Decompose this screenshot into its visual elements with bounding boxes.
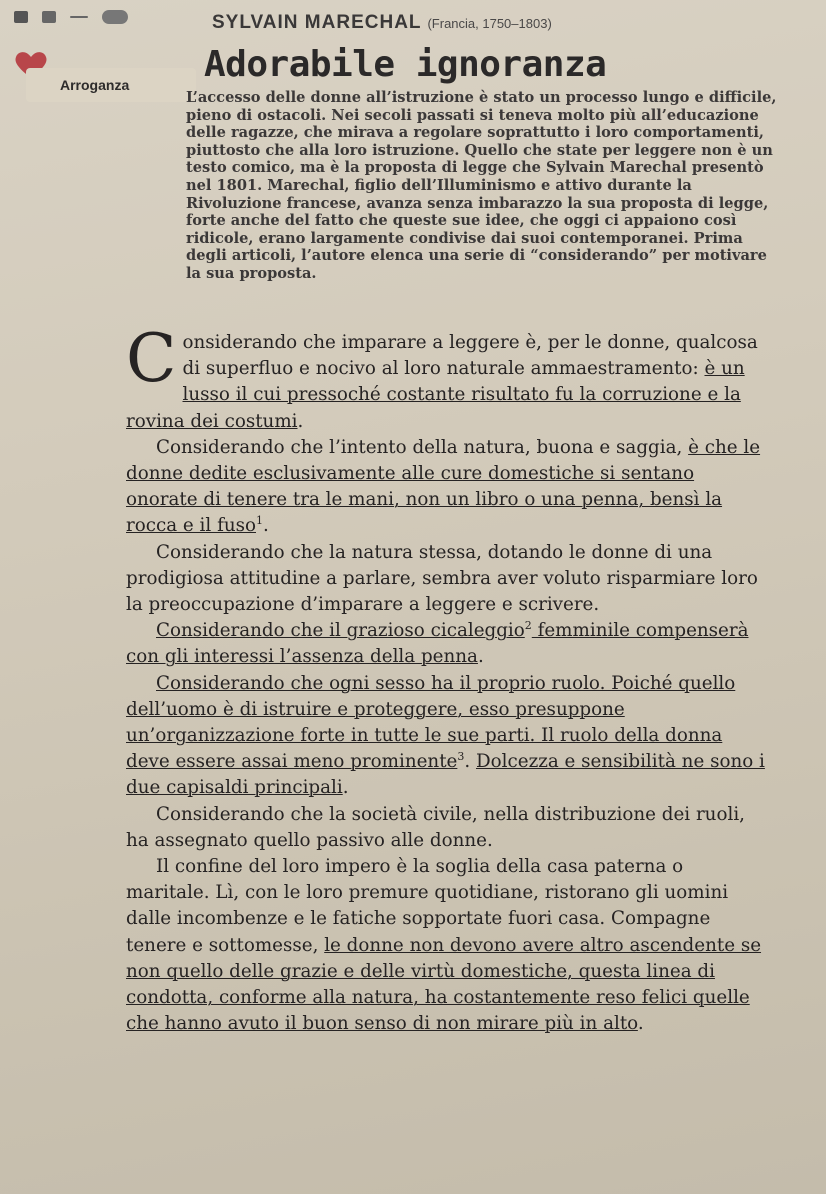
page-header <box>212 12 552 34</box>
footnote-ref-3: 3 <box>457 750 465 764</box>
dropcap: C <box>126 320 177 397</box>
theme-tag-label: Arroganza <box>60 77 130 93</box>
p3-text: Considerando che la natura stessa, dotando le donne di una prodigiosa attitudine a parlare, sembra aver voluto risparmiare loro la preoccupazione d’imparare a leggere e scrivere. <box>126 541 758 616</box>
paragraph-4 <box>126 618 766 670</box>
toolbar-icons <box>14 10 128 24</box>
theme-tag <box>26 68 196 102</box>
book-icon <box>42 11 56 23</box>
paragraph-5 <box>126 671 766 802</box>
p2-text: Considerando che l’intento della natura, buona e saggia, <box>156 436 689 458</box>
paragraph-6 <box>126 802 766 854</box>
footnote-ref-1: 1 <box>256 514 263 528</box>
p4-underlined-b: femminile compenserà con gli interessi l’assenza della penna <box>126 620 749 668</box>
page-title: Adorabile ignoranza <box>204 44 607 85</box>
paragraph-1 <box>126 320 766 435</box>
footnote-ref-2: 2 <box>524 619 532 633</box>
p6-text: Considerando che la società civile, nella distribuzione dei ruoli, ha assegnato quello passivo alle donne. <box>126 803 745 851</box>
p1-underlined: è un lusso il cui pressoché costante risultato fu la corruzione e la rovina dei costumi <box>126 358 745 432</box>
p5-end: . <box>342 777 349 799</box>
p7-underlined: le donne non devono avere altro ascendente se non quello delle grazie e delle virtù domestiche, questa linea di condotta, conforme alla natura, ha costantemente reso felici quelle che hanno avuto il buon senso di non mirare più in alto <box>126 934 762 1035</box>
intro-text: L’accesso delle donne all’istruzione è stato un processo lungo e difficile, pieno di ostacoli. Nei secoli passati si teneva molto più all’educazione delle ragazze, che mirava a regolare soprattutto i loro comportamenti, piuttosto che alla loro istruzione. Quello che state per leggere non è un testo comico, ma è la proposta di legge che Sylvain Marechal presentò nel 1801. Marechal, figlio dell’Illuminismo e attivo durante la Rivoluzione francese, avanza senza imbarazzo la sua proposta di legge, forte anche del fatto che queste sue idee, che oggi ci appaiono così ridicole, erano largamente condivise dai suoi contemporanei. Prima degli articoli, l’autore elenca una serie di “considerando” per motivare la sua proposta. <box>186 89 777 282</box>
p5-underlined-b: Dolcezza e sensibilità ne sono i due capisaldi principali <box>126 751 765 799</box>
page-icon <box>14 11 28 23</box>
dash-icon <box>70 16 88 18</box>
paragraph-3 <box>126 540 766 619</box>
p4-end: . <box>477 646 484 668</box>
p7-end: . <box>637 1013 644 1035</box>
p1-end: . <box>297 410 304 432</box>
paragraph-2 <box>126 435 766 540</box>
author-name: SYLVAIN MARECHAL <box>212 12 422 33</box>
p5-text: . <box>464 751 476 773</box>
p7-text: Il confine del loro impero è la soglia della casa paterna o maritale. Lì, con le loro premure quotidiane, ristorano gli uomini dalle incombenze e le fatiche sopportate fuori casa. Compagne tenere e sottomesse, <box>126 856 729 956</box>
paragraph-7 <box>126 854 766 1037</box>
pill-icon <box>102 10 128 24</box>
p5-underlined-a: Considerando che ogni sesso ha il proprio ruolo. Poiché quello dell’uomo è di istruire e proteggere, esso presuppone un’organizzazione forte in tutte le sue parti. Il ruolo della donna deve essere assai meno prominente <box>126 672 736 773</box>
p2-underlined: è che le donne dedite esclusivamente alle cure domestiche si sentano onorate di tenere tra le mani, non un libro o una penna, bensì la rocca e il fuso <box>126 436 761 537</box>
p2-end: . <box>263 515 269 537</box>
p1-text: onsiderando che imparare a leggere è, per le donne, qualcosa di superfluo e nocivo al loro naturale ammaestramento: <box>182 332 758 380</box>
author-origin: (Francia, 1750–1803) <box>427 16 552 31</box>
p4-underlined-a: Considerando che il grazioso cicaleggio <box>156 620 525 642</box>
main-text <box>126 320 766 1037</box>
